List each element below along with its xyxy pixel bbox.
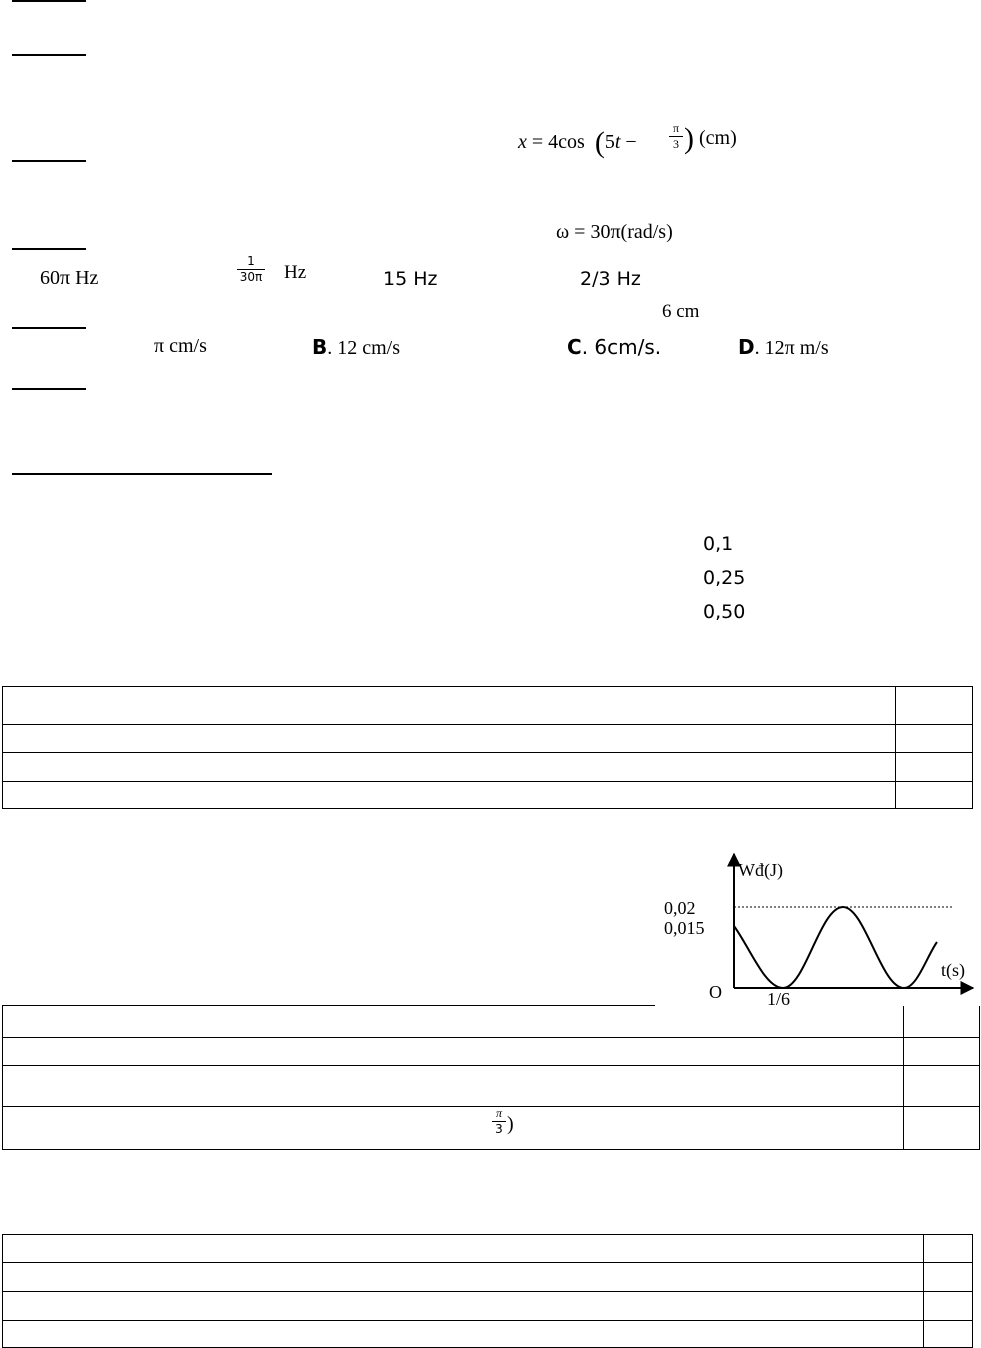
graph-origin-label: O xyxy=(709,982,722,1002)
table-3-row-divider xyxy=(3,1291,972,1292)
q5-option-b: B. 12 cm/s xyxy=(312,335,401,359)
table-2-column-divider xyxy=(903,1006,904,1149)
q5-option-d: D. 12π m/s xyxy=(738,335,829,359)
q5-option-c: C. 6cm/s. xyxy=(567,335,662,359)
table-3-row-divider xyxy=(3,1262,972,1263)
table-3-row-divider xyxy=(3,1320,972,1321)
question-2-label-underline xyxy=(12,54,86,56)
q4-option-c: 15 Hz xyxy=(383,268,438,290)
q4-option-b-unit: Hz xyxy=(284,262,307,283)
graph-tick-max: 0,02 xyxy=(664,898,696,918)
table-3-column-divider xyxy=(923,1235,924,1347)
q4-option-a: 60π Hz xyxy=(40,267,99,289)
question-3-label-underline xyxy=(12,160,86,162)
q3-formula-tail: ) (cm) xyxy=(684,122,737,155)
table-2-close-paren: ) xyxy=(507,1113,514,1135)
question-4-label-underline xyxy=(12,248,86,250)
answer-table-1 xyxy=(2,686,973,809)
table-1-row-divider xyxy=(3,781,972,782)
q4-option-d: 2/3 Hz xyxy=(580,268,641,290)
answer-table-2 xyxy=(2,1005,980,1150)
table-2-row-divider xyxy=(3,1106,979,1107)
q4-omega: ω = 30π(rad/s) xyxy=(556,221,673,243)
table-1-row-divider xyxy=(3,752,972,753)
graph-tick-start: 0,015 xyxy=(664,918,705,938)
kinetic-energy-graph xyxy=(655,848,981,1008)
graph-y-label: Wđ(J) xyxy=(738,860,783,880)
table-2-row-divider xyxy=(3,1065,979,1066)
question-1-label-underline xyxy=(12,0,86,2)
energy-curve xyxy=(734,907,937,988)
graph-x-label: t(s) xyxy=(941,960,965,980)
q4-option-b-fraction: 1 30π xyxy=(237,255,265,284)
section-heading-underline xyxy=(12,473,272,475)
table-1-row-divider xyxy=(3,724,972,725)
value-item-2: 0,25 xyxy=(703,567,746,589)
value-item-3: 0,50 xyxy=(703,601,746,623)
q5-option-a: π cm/s xyxy=(154,335,207,357)
table-2-fraction: π 3 xyxy=(492,1107,506,1136)
answer-table-3 xyxy=(2,1234,973,1348)
graph-tick-x: 1/6 xyxy=(767,989,791,1008)
value-item-1: 0,1 xyxy=(703,533,734,555)
q5-amplitude: 6 cm xyxy=(662,301,700,322)
q3-fraction: π 3 xyxy=(669,122,683,151)
table-1-column-divider xyxy=(895,687,896,808)
q3-formula: x = 4cos (5t − xyxy=(518,126,637,159)
table-2-row-divider xyxy=(3,1037,979,1038)
question-6-label-underline xyxy=(12,388,86,390)
question-5-label-underline xyxy=(12,327,86,329)
